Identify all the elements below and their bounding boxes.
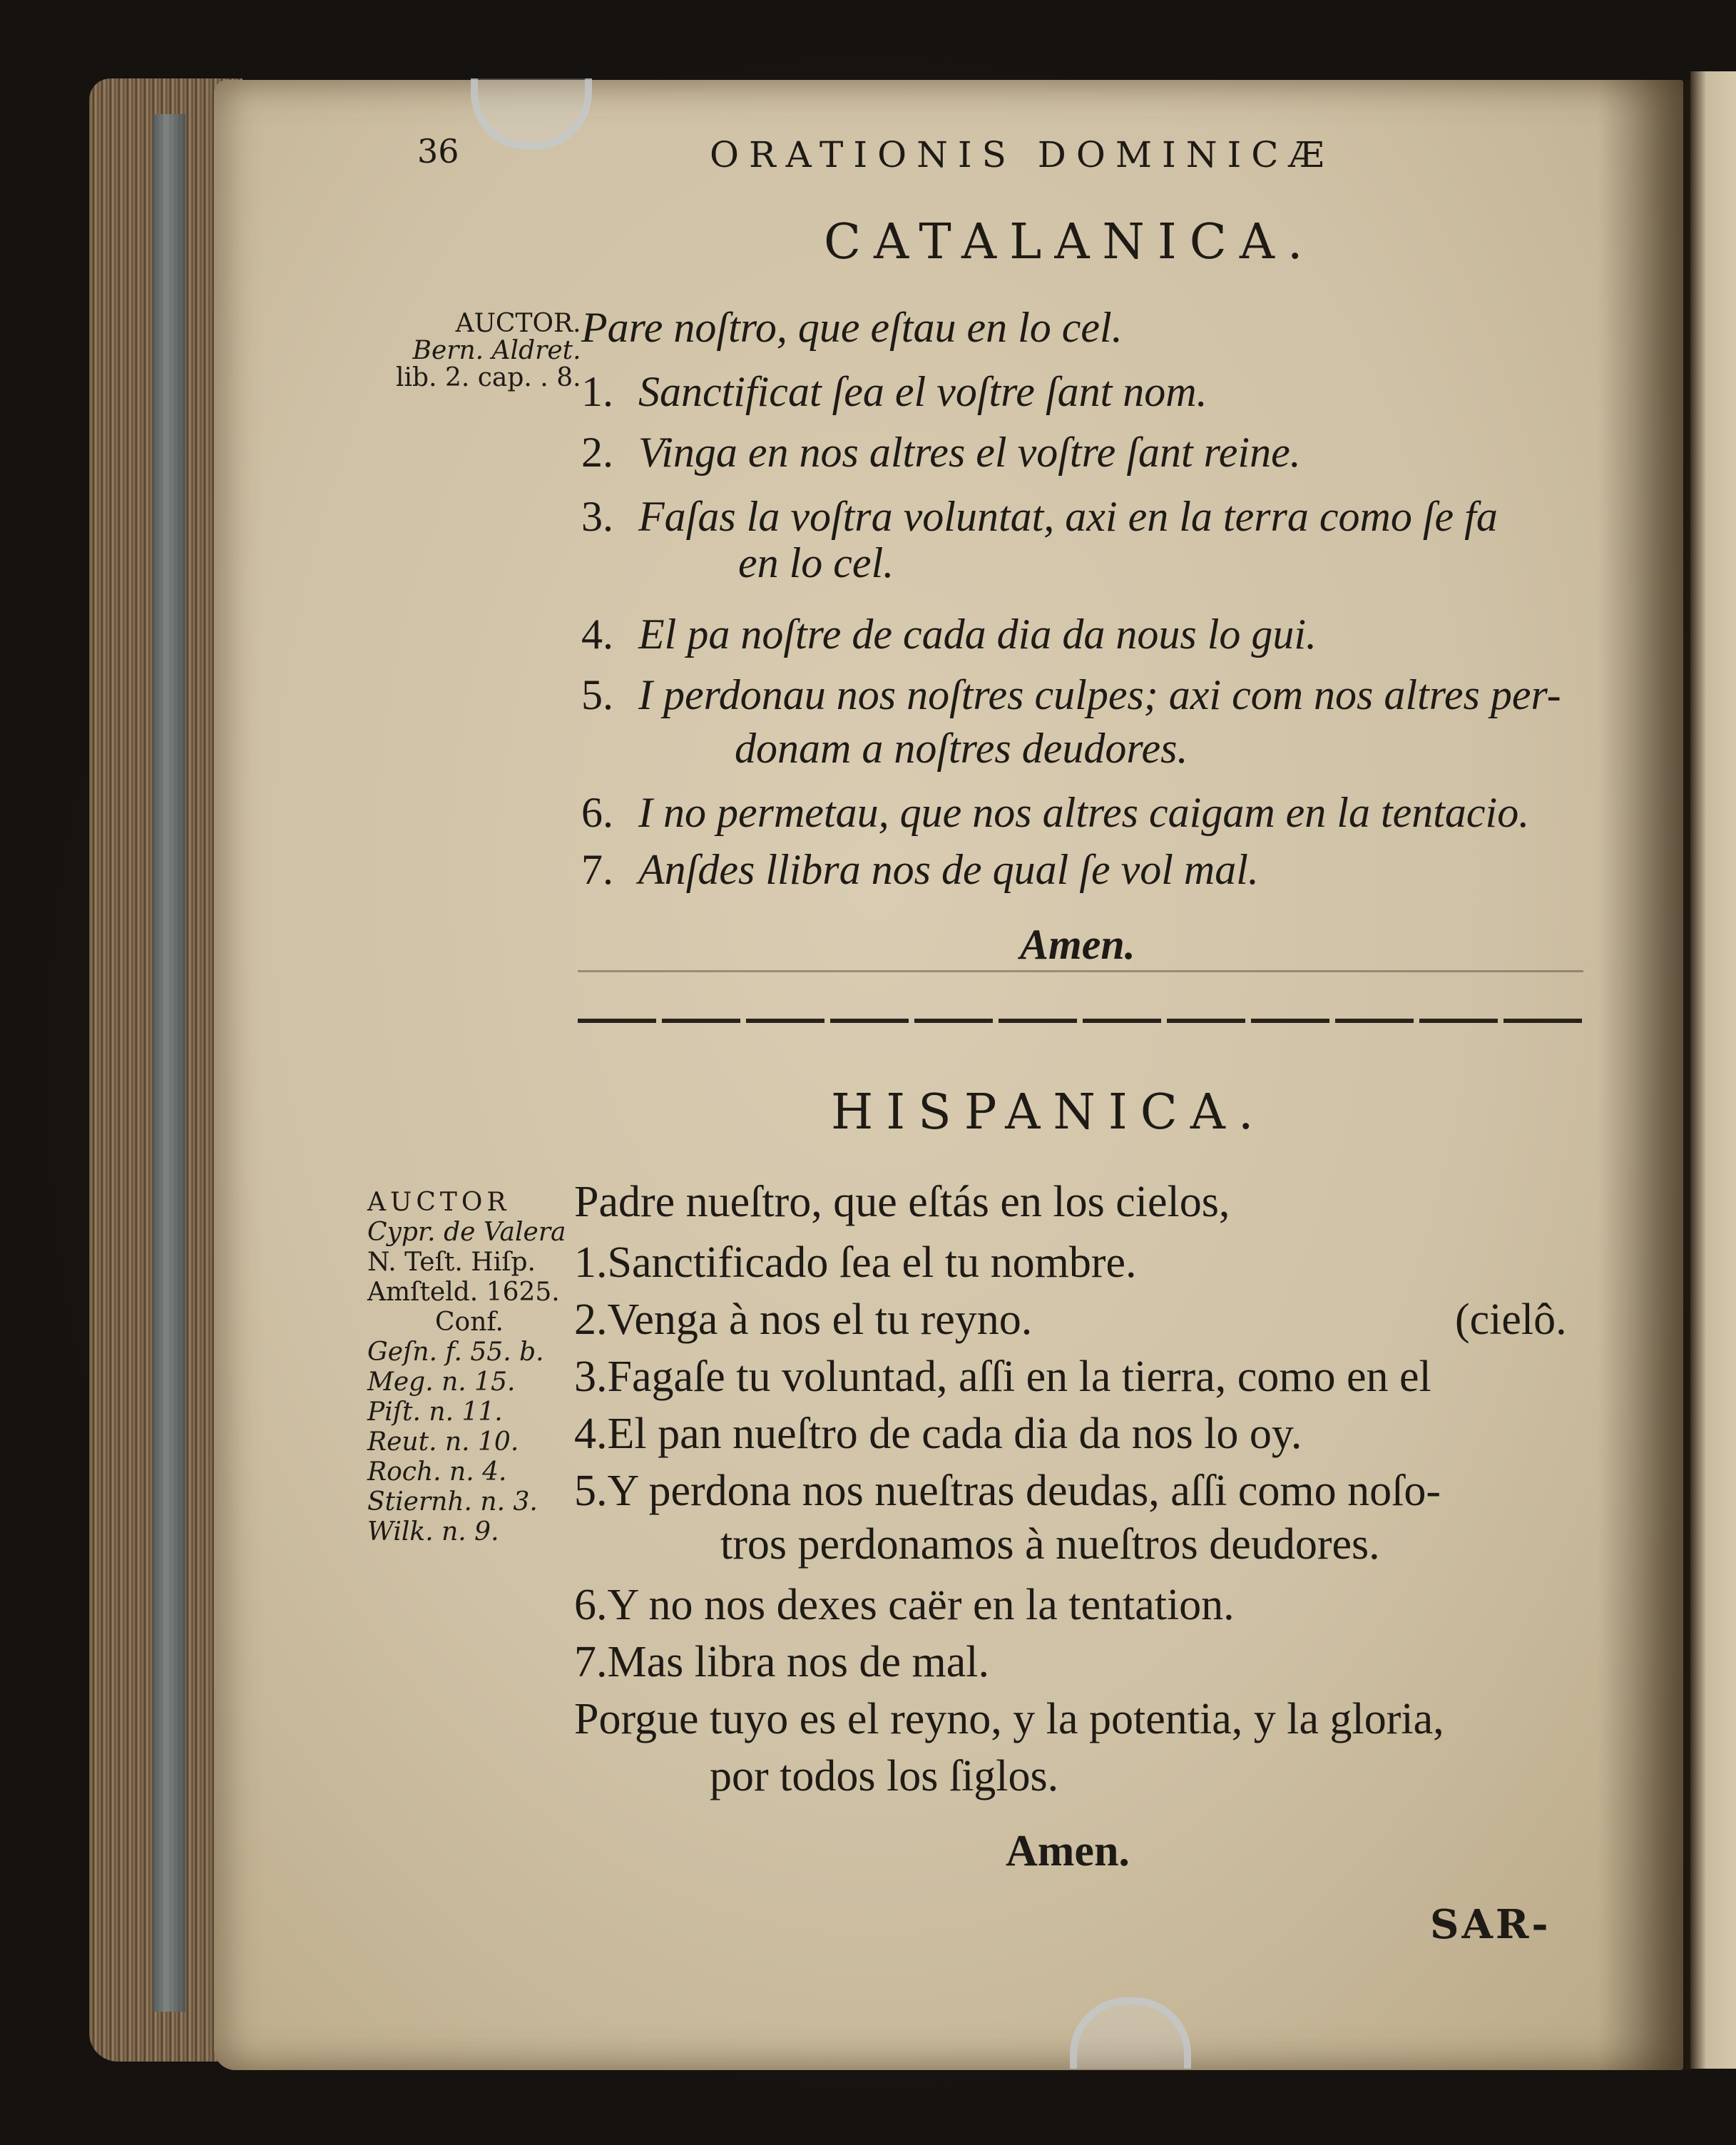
auctor-line: Conf. <box>435 1308 504 1337</box>
petition-number: 6. <box>581 789 613 836</box>
facing-page-edge <box>1690 71 1736 2069</box>
petition-number: 3. <box>581 493 613 540</box>
book-spine-edge <box>153 114 185 2012</box>
petition-text: Venga à nos el tu reyno. <box>607 1295 1033 1344</box>
petition-text: Y no nos dexes caër en la tentation. <box>607 1581 1235 1629</box>
his-amen: Amen. <box>1006 1827 1130 1875</box>
petition-text: Mas libra nos de mal. <box>607 1638 990 1686</box>
cat-petition-5 <box>581 671 1561 720</box>
cat-petition-4 <box>581 610 1317 659</box>
auctor-line: Amſteld. 1625. <box>367 1278 560 1307</box>
auctor-label: AUCTOR <box>367 1188 511 1217</box>
petition-number: 6. <box>574 1581 608 1629</box>
auctor-line: Meg. n. 15. <box>367 1367 516 1397</box>
petition-number: 5. <box>581 671 613 718</box>
auctor-line: Piſt. n. 11. <box>367 1397 503 1427</box>
petition-text: Y perdona nos nueſtras deudas, aſſi como noſo- <box>607 1467 1441 1515</box>
auctor-line: Stiernh. n. 3. <box>367 1487 538 1517</box>
petition-number: 1. <box>574 1238 608 1287</box>
auctor-line: N. Teſt. Hiſp. <box>367 1248 536 1277</box>
cat-invocation: Pare noſtro, que eſtau en lo cel. <box>581 304 1123 351</box>
petition-text: El pa noſtre de cada dia da nous lo gui. <box>638 611 1317 658</box>
page-number: 36 <box>417 132 459 170</box>
his-doxology-line-1: Porgue tuyo es el reyno, y la potentia, y la gloria, <box>574 1695 1444 1743</box>
running-head: ORATIONIS DOMINICÆ <box>710 134 1334 175</box>
petition-number: 4. <box>581 611 613 658</box>
cat-petition-3-cont: en lo cel. <box>738 539 894 586</box>
his-petition-5 <box>574 1466 1441 1517</box>
divider-dashed <box>578 1019 1583 1023</box>
petition-text: El pan nueſtro de cada dia da nos lo oy. <box>607 1410 1302 1458</box>
petition-number: 3. <box>574 1352 608 1401</box>
his-petition-3-overflow: (cielô. <box>1455 1295 1567 1344</box>
his-petition-5-cont: tros perdonamos à nueſtros deudores. <box>720 1520 1380 1569</box>
his-petition-2 <box>574 1295 1032 1345</box>
auctor-line: Cypr. de Valera <box>367 1218 566 1247</box>
petition-number: 1. <box>581 368 613 415</box>
gutter-shadow <box>1598 80 1690 2070</box>
petition-number: 7. <box>574 1638 608 1686</box>
cat-amen: Amen. <box>1020 921 1135 968</box>
petition-text: Vinga en nos altres el voſtre ſant reine. <box>638 429 1301 476</box>
petition-text: I perdonau nos noſtres culpes; axi com nos altres per- <box>638 671 1561 718</box>
petition-number: 2. <box>574 1295 608 1344</box>
petition-number: 5. <box>574 1467 608 1515</box>
auctor-line: Bern. Aldret. <box>412 336 581 365</box>
auctor-note-hispanica <box>367 1188 566 1547</box>
his-doxology-line-2: por todos los ſiglos. <box>710 1752 1059 1800</box>
cat-petition-7 <box>581 845 1259 895</box>
petition-text: Faſas la voſtra voluntat, axi en la terra como ſe fa <box>638 493 1498 540</box>
his-petition-3 <box>574 1352 1431 1402</box>
auctor-line: Wilk. n. 9. <box>367 1517 499 1547</box>
petition-text: Sanctificado ſea el tu nombre. <box>607 1238 1137 1287</box>
petition-text: I no permetau, que nos altres caigam en la tentacio. <box>638 789 1530 836</box>
petition-text: Anſdes llibra nos de qual ſe vol mal. <box>638 846 1259 893</box>
auctor-line: Roch. n. 4. <box>367 1457 507 1487</box>
auctor-note-catalanica <box>396 310 581 392</box>
auctor-label: AUCTOR. <box>455 309 581 338</box>
cat-petition-1 <box>581 367 1207 417</box>
his-invocation: Padre nueſtro, que eſtás en los cielos, <box>574 1178 1230 1226</box>
cat-petition-3 <box>581 492 1498 541</box>
his-petition-1 <box>574 1238 1137 1288</box>
petition-number: 4. <box>574 1410 608 1458</box>
section-title-catalanica: CATALANICA. <box>824 214 1316 270</box>
auctor-line: lib. 2. cap. . 8. <box>396 363 581 392</box>
cat-petition-2 <box>581 428 1301 477</box>
petition-text: Fagaſe tu voluntad, aſſi en la tierra, como en el <box>607 1352 1431 1401</box>
his-petition-4 <box>574 1409 1302 1459</box>
petition-text: Sanctificat ſea el voſtre ſant nom. <box>638 368 1207 415</box>
his-petition-7 <box>574 1637 989 1688</box>
divider-thin <box>578 970 1583 972</box>
petition-number: 2. <box>581 429 613 476</box>
catchword: SAR- <box>1430 1901 1551 1948</box>
cat-petition-5-cont: donam a noſtres deudores. <box>735 725 1188 772</box>
petition-number: 7. <box>581 846 613 893</box>
his-petition-6 <box>574 1580 1235 1631</box>
section-title-hispanica: HISPANICA. <box>831 1084 1267 1141</box>
auctor-line: Reut. n. 10. <box>367 1427 519 1457</box>
cat-petition-6 <box>581 788 1529 837</box>
auctor-line: Geſn. f. 55. b. <box>367 1338 544 1367</box>
